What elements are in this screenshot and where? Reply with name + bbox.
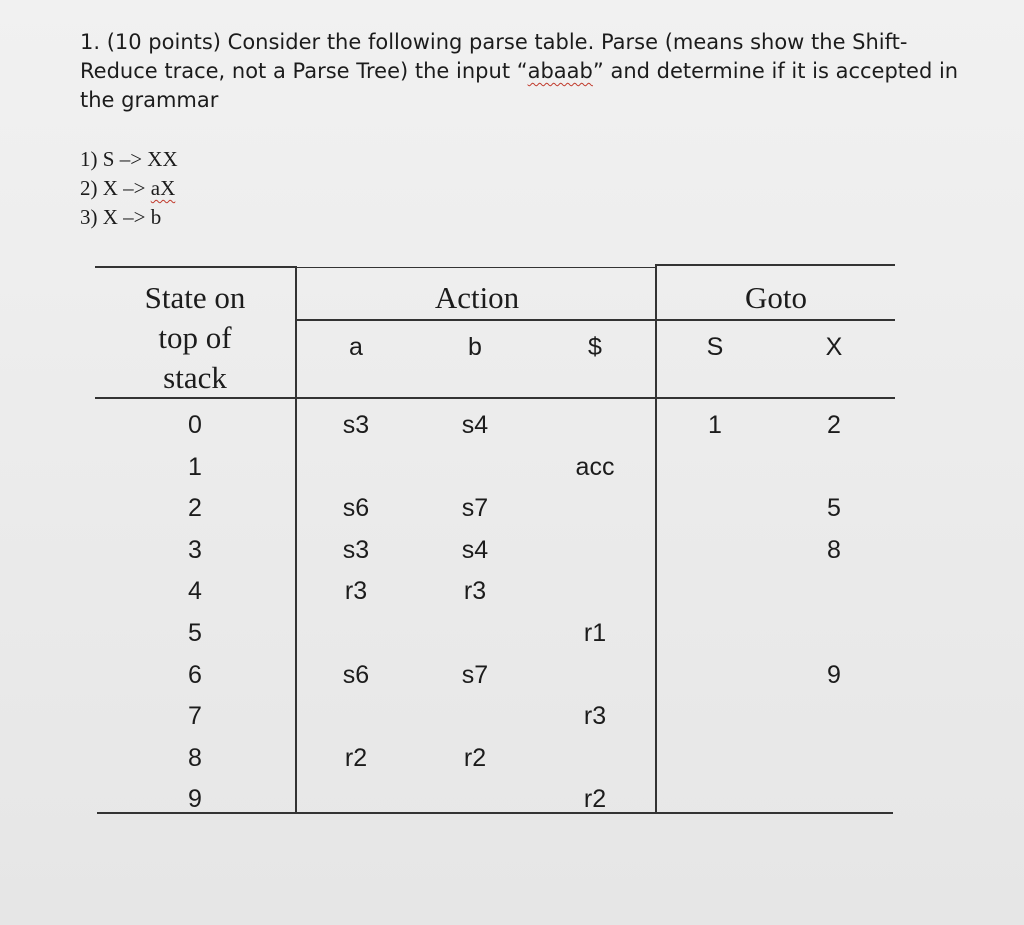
- rule-rhs: aX: [150, 176, 176, 200]
- goto-X-cell: 8: [827, 536, 841, 564]
- col-header-a: a: [349, 333, 363, 361]
- action-b-cell: r3: [463, 577, 487, 605]
- state-cell: 7: [188, 702, 202, 730]
- rule-lhs: S: [102, 147, 115, 171]
- question-line-2-post: ” and determine if it is accepted in: [592, 59, 959, 83]
- rule-rhs: b: [150, 205, 162, 229]
- rule-arrow: –>: [114, 147, 148, 171]
- action-b-cell: s7: [461, 661, 489, 689]
- question-line-2-pre: Reduce trace, not a Parse Tree) the input “: [80, 59, 528, 83]
- action-b-cell: s4: [461, 411, 489, 439]
- rule-number: 1): [80, 147, 103, 171]
- grammar-rules: [80, 145, 178, 232]
- table-subheader-border: [297, 319, 895, 321]
- state-cell: 0: [188, 411, 202, 439]
- action-dollar-cell: r1: [583, 619, 607, 647]
- action-dollar-cell: acc: [575, 453, 615, 481]
- grammar-rule-2: [80, 174, 178, 203]
- action-b-cell: s7: [461, 494, 489, 522]
- action-a-cell: r3: [344, 577, 368, 605]
- goto-S-cell: 1: [708, 411, 722, 439]
- action-a-cell: s3: [342, 411, 370, 439]
- table-top-border-action: [297, 267, 657, 268]
- action-b-cell: r2: [463, 744, 487, 772]
- parse-table: [95, 266, 895, 814]
- question-text: [80, 28, 985, 115]
- col-header-S: S: [706, 333, 724, 361]
- action-a-cell: s6: [342, 494, 370, 522]
- grammar-rule-1: [80, 145, 178, 174]
- table-top-border-left: [95, 266, 297, 268]
- action-header: Action: [434, 280, 520, 315]
- state-cell: 2: [188, 494, 202, 522]
- question-line-3: the grammar: [80, 88, 219, 112]
- action-a-cell: r2: [344, 744, 368, 772]
- table-top-border-goto: [657, 264, 895, 266]
- action-dollar-cell: r3: [583, 702, 607, 730]
- rule-lhs: X: [102, 205, 118, 229]
- rule-arrow: –>: [117, 176, 151, 200]
- rule-lhs: X: [102, 176, 118, 200]
- state-header-line: stack: [163, 360, 227, 395]
- action-b-cell: s4: [461, 536, 489, 564]
- state-header: [95, 278, 295, 398]
- col-header-X: X: [825, 333, 843, 361]
- state-cell: 4: [188, 577, 202, 605]
- state-cell: 8: [188, 744, 202, 772]
- grammar-rule-3: [80, 203, 178, 232]
- state-header-line: top of: [158, 320, 232, 355]
- action-dollar-cell: r2: [583, 785, 607, 813]
- state-cell: 5: [188, 619, 202, 647]
- state-cell: 9: [188, 785, 202, 813]
- action-a-cell: s6: [342, 661, 370, 689]
- rule-number: 2): [80, 176, 103, 200]
- goto-header: Goto: [745, 280, 807, 315]
- goto-X-cell: 2: [827, 411, 841, 439]
- state-cell: 3: [188, 536, 202, 564]
- goto-X-cell: 9: [827, 661, 841, 689]
- goto-X-cell: 5: [827, 494, 841, 522]
- action-a-cell: s3: [342, 536, 370, 564]
- input-string: abaab: [527, 59, 593, 83]
- rule-number: 3): [80, 205, 103, 229]
- rule-arrow: –>: [117, 205, 151, 229]
- col-header-dollar: $: [588, 333, 602, 361]
- question-line-1: 1. (10 points) Consider the following parse table. Parse (means show the Shift-: [80, 30, 908, 54]
- col-header-b: b: [468, 333, 482, 361]
- state-header-line: State on: [144, 280, 246, 315]
- rule-rhs: XX: [147, 147, 178, 171]
- question-line-2: [80, 57, 985, 86]
- state-cell: 6: [188, 661, 202, 689]
- state-cell: 1: [188, 453, 202, 481]
